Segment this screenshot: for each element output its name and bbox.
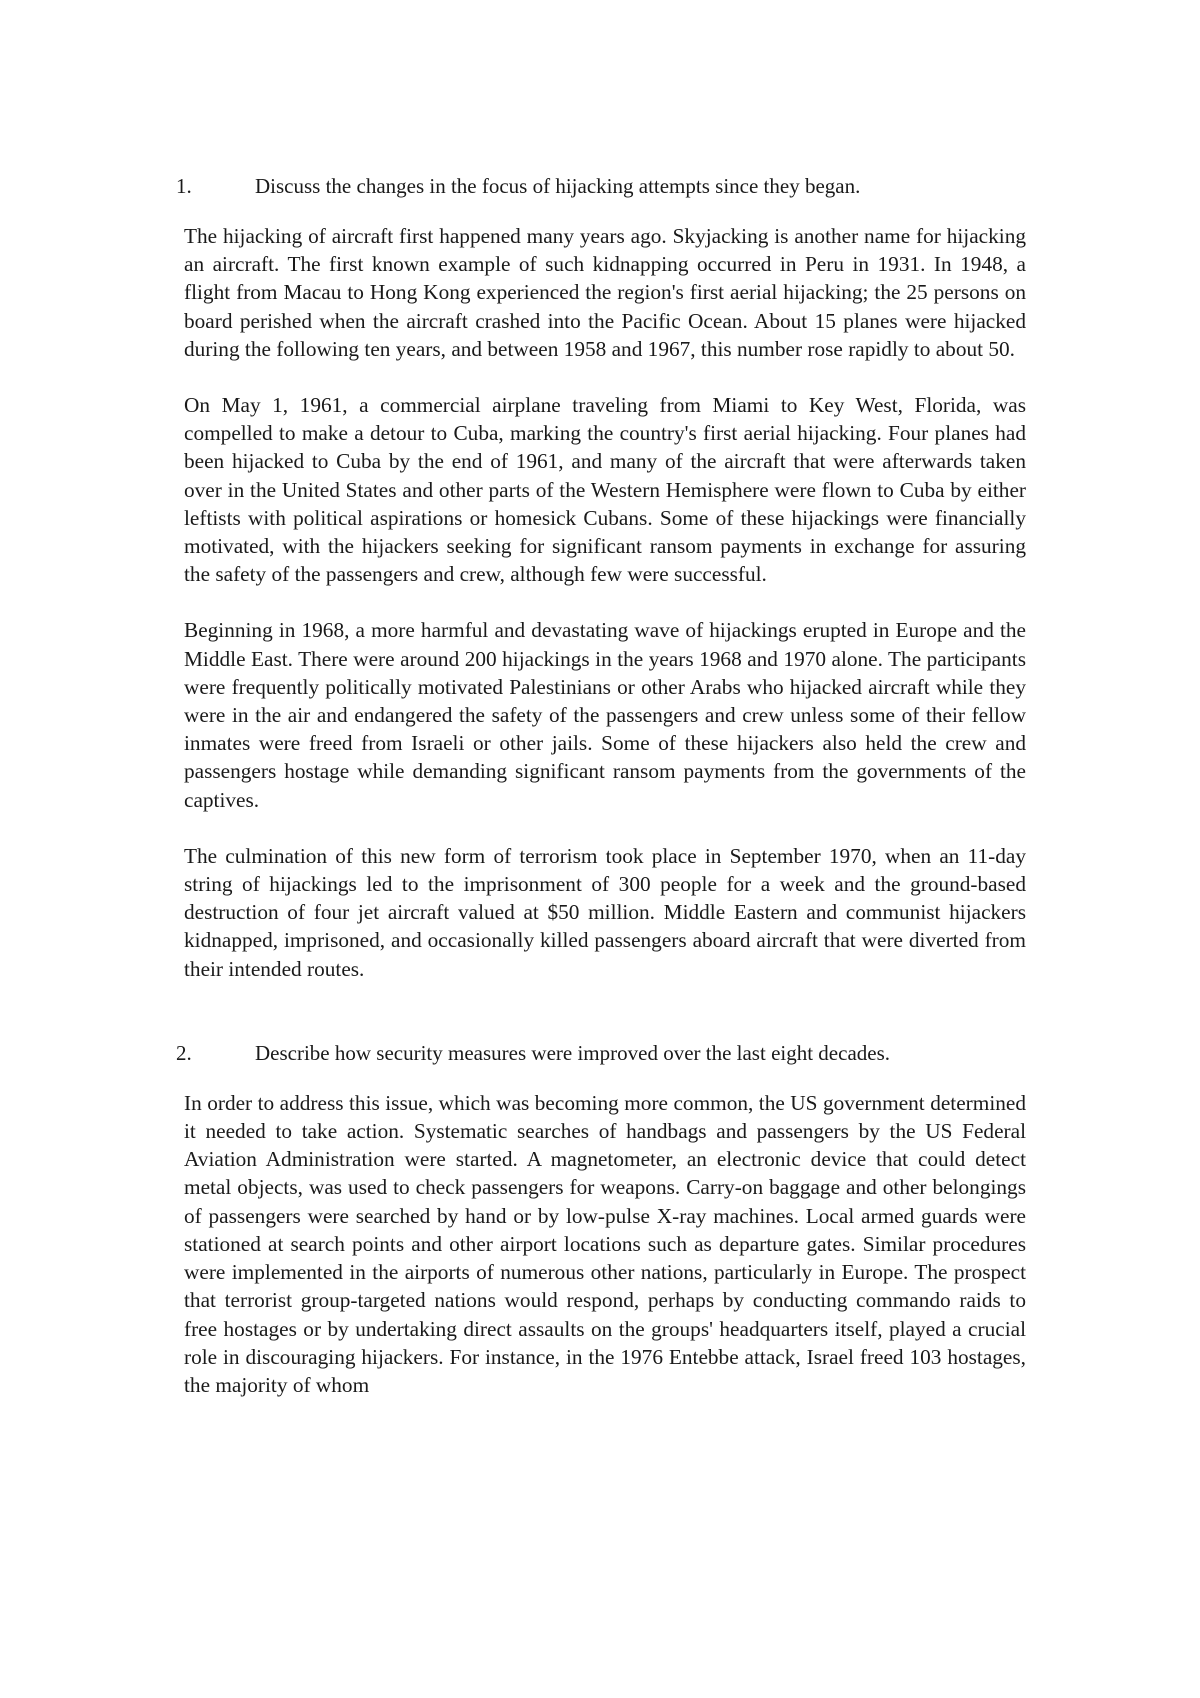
question-2-number: 2. [176,1040,192,1065]
question-1-paragraph-3: Beginning in 1968, a more harmful and devastating wave of hijackings erupted in Europe and the Middle East. There were around 200 hijackings in the years 1968 and 1970 alone. The participants were frequently politically motivated Palestinians or other Arabs who hijacked aircraft while they were in the air and endangered the safety of the passengers and crew unless some of their fellow inmates were freed from Israeli or other jails. Some of these hijackers also held the crew and passengers hostage while demanding significant ransom payments from the governments of the captives. [184,618,1026,812]
question-1-paragraph-4: The culmination of this new form of terrorism took place in September 1970, when an 11-day string of hijackings led to the imprisonment of 300 people for a week and the ground-based destruction of four jet aircraft valued at $50 million. Middle Eastern and communist hijackers kidnapped, imprisoned, and occasionally killed passengers aboard aircraft that were diverted from their intended routes. [184,843,1026,981]
document-page [176,172,1026,1399]
question-1-number: 1. [176,174,192,198]
question-1-heading [176,172,1026,200]
question-1-paragraph-1: The hijacking of aircraft first happened many years ago. Skyjacking is another name for hijacking an aircraft. The first known example of such kidnapping occurred in Peru in 1931. In 1948, a flight from Macau to Hong Kong experienced the region's first aerial hijacking; the 25 persons on board perished when the aircraft crashed into the Pacific Ocean. About 15 planes were hijacked during the following ten years, and between 1958 and 1967, this number rose rapidly to about 50. [184,224,1026,361]
question-1-paragraph-2: On May 1, 1961, a commercial airplane traveling from Miami to Key West, Florida, was compelled to make a detour to Cuba, marking the country's first aerial hijacking. Four planes had been hijacked to Cuba by the end of 1961, and many of the aircraft that were afterwards taken over in the United States and other parts of the Western Hemisphere were flown to Cuba by either leftists with political aspirations or homesick Cubans. Some of these hijackings were financially motivated, with the hijackers seeking for significant ransom payments in exchange for assuring the safety of the passengers and crew, although few were successful. [184,393,1026,587]
question-2-paragraph-1: In order to address this issue, which was becoming more common, the US government determined it needed to take action. Systematic searches of handbags and passengers by the US Federal Aviation Administration were started. A magnetometer, an electronic device that could detect metal objects, was used to check passengers for weapons. Carry-on baggage and other belongings of passengers were searched by hand or by low-pulse X-ray machines. Local armed guards were stationed at search points and other airport locations such as departure gates. Similar procedures were implemented in the airports of numerous other nations, particularly in Europe. The prospect that terrorist group-targeted nations would respond, perhaps by conducting commando raids to free hostages or by undertaking direct assaults on the groups' headquarters itself, played a crucial role in discouraging hijackers. For instance, in the 1976 Entebbe attack, Israel freed 103 hostages, the majority of whom [184,1090,1026,1397]
question-2-text: Describe how security measures were improved over the last eight decades. [255,1040,891,1065]
question-2-heading [176,1039,1026,1067]
question-1-text: Discuss the changes in the focus of hijacking attempts since they began. [255,174,861,198]
